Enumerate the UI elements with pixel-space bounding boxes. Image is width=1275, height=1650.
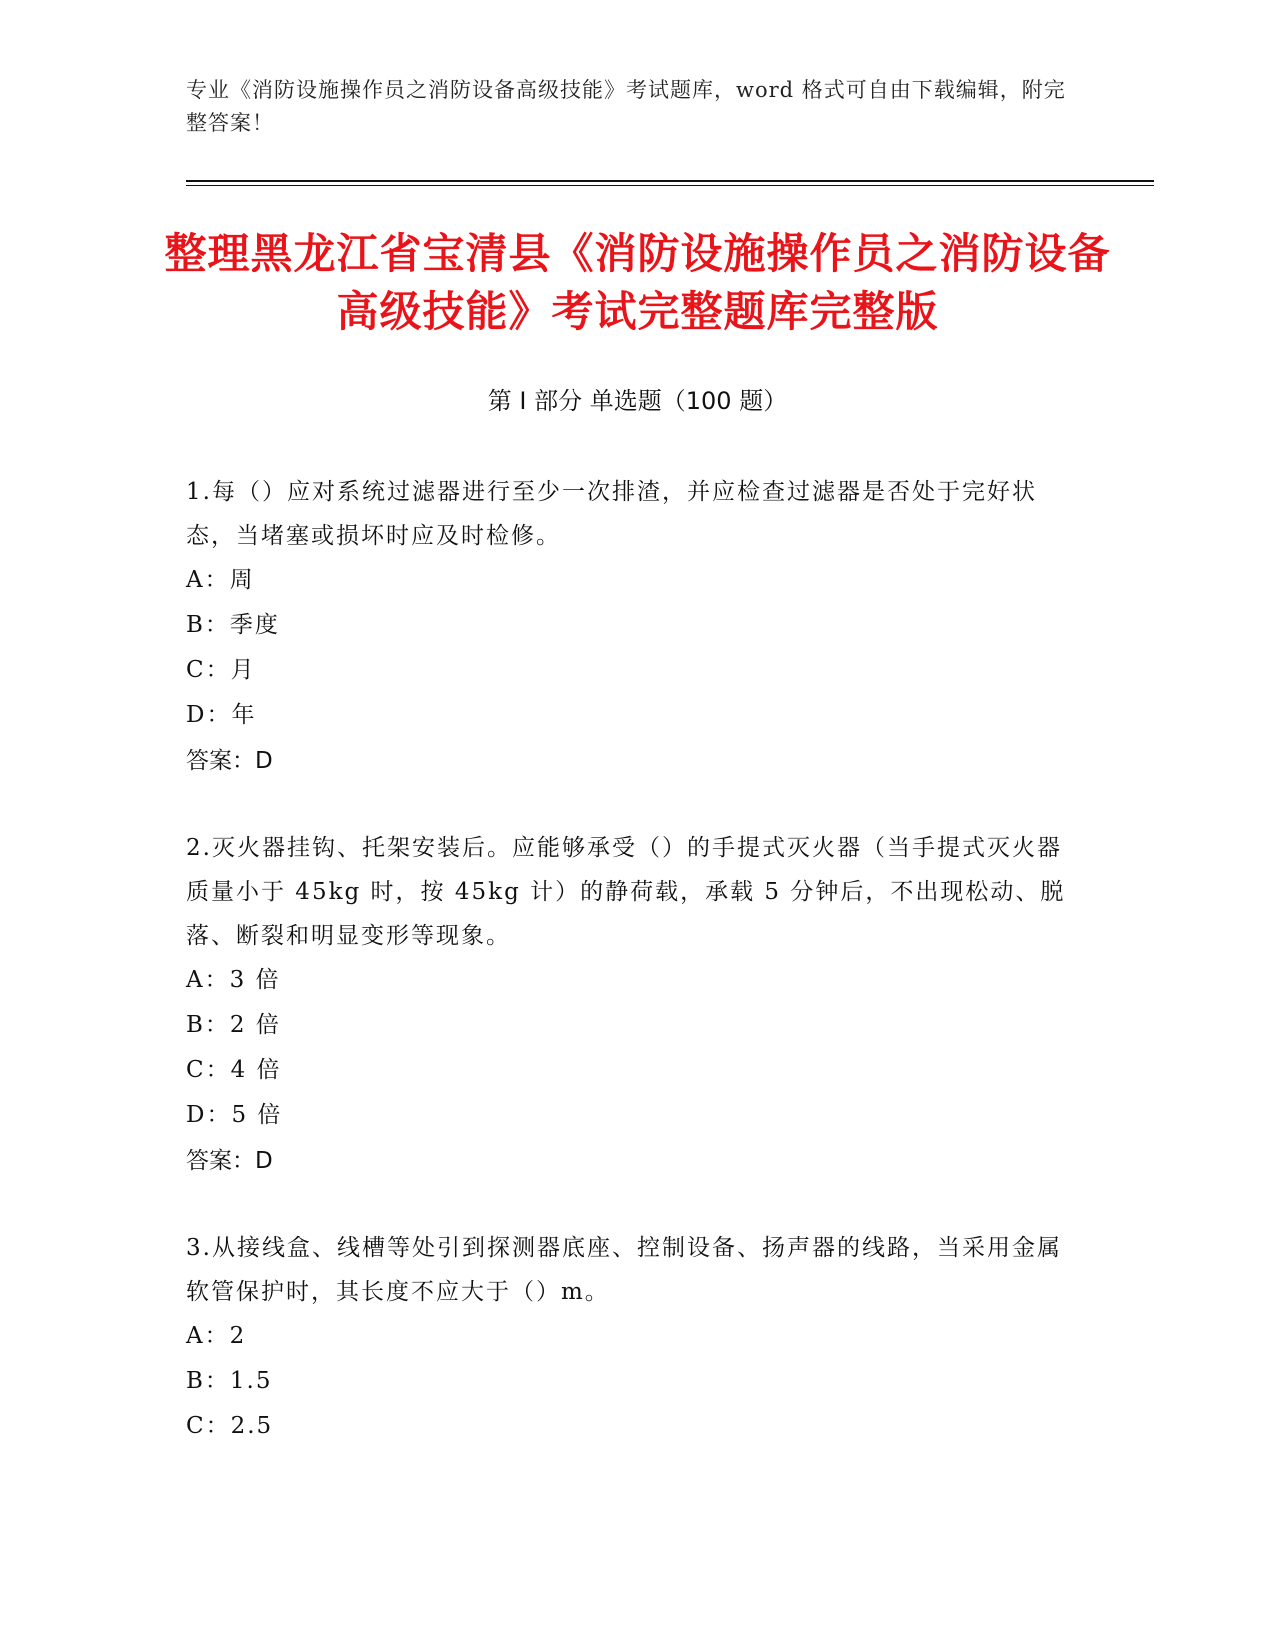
question-list <box>186 470 1066 1491</box>
option-a: A：周 <box>186 567 255 593</box>
header-note: 专业《消防设施操作员之消防设备高级技能》考试题库，word 格式可自由下载编辑，附完整答案！ <box>186 78 1066 135</box>
question-stem: 3.从接线盒、线槽等处引到探测器底座、控制设备、扬声器的线路，当采用金属软管保护时，其长度不应大于（）m。 <box>186 1235 1062 1305</box>
option-d: D：年 <box>186 702 257 728</box>
option-c: C：月 <box>186 657 256 683</box>
option-c: C：2.5 <box>186 1413 274 1439</box>
option-c: C：4 倍 <box>186 1057 282 1083</box>
option-a: A：3 倍 <box>186 967 281 993</box>
answer: 答案：D <box>186 748 273 774</box>
header-divider-thin <box>186 185 1154 186</box>
answer: 答案：D <box>186 1148 273 1174</box>
question-2 <box>186 826 1066 1184</box>
question-stem: 1.每（）应对系统过滤器进行至少一次排渣，并应检查过滤器是否处于完好状态，当堵塞或损坏时应及时检修。 <box>186 479 1037 549</box>
option-b: B：2 倍 <box>186 1012 281 1038</box>
option-b: B：季度 <box>186 612 280 638</box>
option-d: D：5 倍 <box>186 1102 283 1128</box>
section-title: 第 I 部分 单选题（100 题） <box>487 387 788 415</box>
question-1 <box>186 470 1066 784</box>
question-3 <box>186 1226 1066 1449</box>
header-divider-thick <box>186 180 1154 182</box>
option-b: B：1.5 <box>186 1368 273 1394</box>
document-title: 整理黑龙江省宝清县《消防设施操作员之消防设备高级技能》考试完整题库完整版 <box>164 229 1111 336</box>
option-a: A：2 <box>186 1323 247 1349</box>
question-stem: 2.灭火器挂钩、托架安装后。应能够承受（）的手提式灭火器（当手提式灭火器质量小于 45kg 时，按 45kg 计）的静荷载，承载 5 分钟后，不出现松动、脱落、断裂和明显变形等现象。 <box>186 835 1066 949</box>
